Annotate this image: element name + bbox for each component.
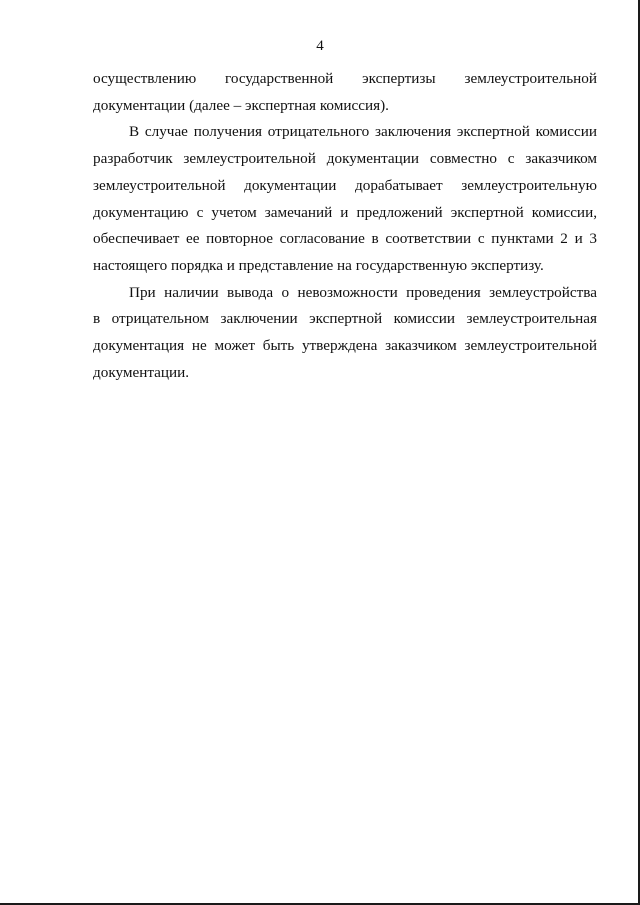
paragraph-3 [93,280,597,387]
paragraph-line: настоящего порядка и представление на государственную экспертизу. [93,256,544,274]
paragraph-line: документации. [93,363,190,381]
paragraph-line: осуществлению государственной экспертизы землеустроительной [93,70,597,87]
paragraph-line: разработчик землеустроительной документации совместно с заказчиком [93,150,597,168]
page-number: 4 [316,38,324,54]
paragraph-line: документации (далее – экспертная комиссия). [93,96,389,114]
document-body [93,66,597,386]
paragraph-line: В случае получения отрицательного заключения экспертной комиссии [129,123,597,141]
paragraph-1 [93,66,597,119]
paragraph-line: обеспечивает ее повторное согласование в соответствии с пунктами 2 и 3 [93,230,597,248]
paragraph-line: землеустроительной документации дорабатывает землеустроительную [93,176,597,194]
paragraph-line: в отрицательном заключении экспертной комиссии землеустроительная [93,310,597,328]
paragraph-2 [93,119,597,279]
paragraph-line: При наличии вывода о невозможности проведения землеустройства [129,283,597,301]
paragraph-line: документацию с учетом замечаний и предложений экспертной комиссии, [93,203,597,221]
paragraph-line: документация не может быть утверждена заказчиком землеустроительной [93,337,597,355]
